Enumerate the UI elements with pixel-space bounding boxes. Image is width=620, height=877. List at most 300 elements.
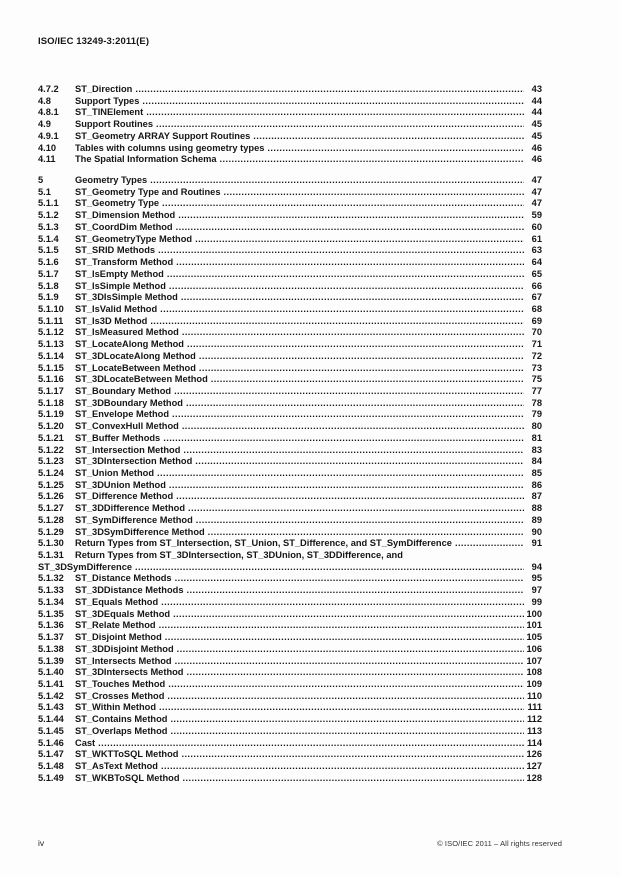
toc-entry <box>38 491 542 503</box>
toc-entry <box>38 222 542 234</box>
toc-leader-dots <box>142 96 524 108</box>
toc-entry-number: 5.1.22 <box>38 444 64 455</box>
toc-leader-dots <box>208 527 524 539</box>
toc-entry <box>38 175 542 187</box>
toc-entry-page: 65 <box>531 268 542 279</box>
toc-entry-page: 113 <box>527 725 542 736</box>
toc-entry-number: 5.1.47 <box>38 749 64 760</box>
toc-entry-number: 5.1.38 <box>38 643 64 654</box>
toc-entry-number: 5.1.14 <box>38 350 64 361</box>
toc-leader-dots <box>156 119 524 131</box>
toc-entry-title: ST_Overlaps Method <box>75 725 168 736</box>
toc-entry-page: 77 <box>531 385 542 396</box>
toc-entry-page: 91 <box>531 538 542 549</box>
toc-leader-dots <box>176 491 524 503</box>
toc-entry <box>38 281 542 293</box>
toc-entry-page: 60 <box>531 221 542 232</box>
toc-entry-title: The Spatial Information Schema <box>75 154 217 165</box>
toc-entry <box>38 761 542 773</box>
toc-entry-page: 63 <box>531 245 542 256</box>
toc-entry <box>38 585 542 597</box>
toc-entry <box>38 632 542 644</box>
toc-leader-dots <box>173 609 524 621</box>
toc-entry-page: 126 <box>526 749 542 760</box>
toc-entry-title: ST_WKBToSQL Method <box>75 772 180 783</box>
toc-entry-title: ST_Distance Methods <box>75 573 172 584</box>
toc-entry-title: Return Types from ST_3DIntersection, ST_3DUnion, ST_3DDifference, and <box>75 550 403 561</box>
toc-entry-page: 111 <box>527 702 542 713</box>
toc-entry-number: 5.1.40 <box>38 667 64 678</box>
toc-entry <box>38 691 542 703</box>
toc-entry-page: 79 <box>531 409 542 420</box>
toc-entry-title: ST_SymDifference Method <box>75 514 193 525</box>
toc-entry <box>38 456 542 468</box>
toc-entry-number: 5.1.33 <box>38 585 64 596</box>
toc-entry-number: 5.1.10 <box>38 303 64 314</box>
toc-entry <box>38 515 542 527</box>
toc-entry <box>38 187 542 199</box>
toc-entry <box>38 210 542 222</box>
toc-entry-page: 114 <box>527 737 542 748</box>
toc-entry-number: 5.1.17 <box>38 385 64 396</box>
page-header <box>38 36 149 47</box>
toc-entry <box>38 433 542 445</box>
toc-entry-number: 5.1.27 <box>38 503 64 514</box>
toc-leader-dots <box>165 632 524 644</box>
toc-entry <box>38 316 542 328</box>
toc-leader-dots <box>176 257 524 269</box>
toc-entry-title: Cast <box>75 737 96 748</box>
toc-leader-dots <box>150 175 524 187</box>
toc-entry <box>38 738 542 750</box>
toc-entry-title: ST_3DEquals Method <box>75 608 171 619</box>
toc-entry <box>38 245 542 257</box>
toc-entry-page: 47 <box>531 175 542 186</box>
toc-entry <box>38 550 542 562</box>
toc-entry-number: 5.1.7 <box>38 268 59 279</box>
toc-entry-title: ST_3DIntersection Method <box>75 456 193 467</box>
toc-entry <box>38 702 542 714</box>
toc-leader-dots <box>169 281 524 293</box>
page-number: iv <box>38 838 45 848</box>
toc-leader-dots <box>224 187 524 199</box>
toc-entry-number: 5.1.13 <box>38 339 64 350</box>
toc-leader-dots <box>183 773 525 785</box>
toc-entry <box>38 679 542 691</box>
toc-entry-page: 86 <box>531 479 542 490</box>
toc-entry-page: 112 <box>527 714 542 725</box>
toc-leader-dots <box>163 433 524 445</box>
toc-entry <box>38 644 542 656</box>
toc-entry-number: 4.9.1 <box>38 130 59 141</box>
toc-entry-page: 101 <box>526 620 542 631</box>
toc-entry-title: ST_WKTToSQL Method <box>75 749 179 760</box>
toc-entry-number: 5.1.32 <box>38 573 64 584</box>
toc-leader-dots <box>175 656 524 668</box>
document-id: ISO/IEC 13249-3:2011(E) <box>38 36 150 47</box>
toc-entry <box>38 351 542 363</box>
toc-entry-title: ST_TINElement <box>75 107 144 118</box>
toc-entry <box>38 143 542 155</box>
toc-leader-dots <box>169 480 524 492</box>
toc-entry-page: 61 <box>531 233 542 244</box>
toc-entry-title: ST_Buffer Methods <box>75 432 161 443</box>
toc-entry <box>38 131 542 143</box>
toc-entry-title: Tables with columns using geometry types <box>75 142 265 153</box>
toc-entry-number: 5.1.12 <box>38 327 64 338</box>
toc-leader-dots <box>187 585 525 597</box>
toc-entry <box>38 609 542 621</box>
toc-leader-dots <box>168 679 524 691</box>
toc-entry-page: 46 <box>531 142 542 153</box>
toc-leader-dots <box>177 644 524 656</box>
toc-entry-number: 5.1.2 <box>38 210 59 221</box>
toc-leader-dots <box>161 597 524 609</box>
toc-leader-dots <box>455 538 524 550</box>
toc-entry-number: 5.1.36 <box>38 620 64 631</box>
toc-leader-dots <box>183 445 524 457</box>
toc-entry-page: 81 <box>531 432 542 443</box>
toc-entry-number: 5.1.29 <box>38 526 64 537</box>
toc-entry-number: 5.1.19 <box>38 409 64 420</box>
toc-entry-page: 69 <box>531 315 542 326</box>
toc-entry <box>38 714 542 726</box>
toc-entry-page: 95 <box>531 573 542 584</box>
toc-entry-page: 71 <box>531 339 542 350</box>
toc-leader-dots <box>172 409 524 421</box>
toc-leader-dots <box>174 386 524 398</box>
toc-entry-number: 5.1.8 <box>38 280 59 291</box>
toc-entry <box>38 421 542 433</box>
toc-leader-dots <box>157 468 524 480</box>
toc-leader-dots <box>160 304 524 316</box>
toc-leader-dots <box>175 573 524 585</box>
toc-entry <box>38 327 542 339</box>
toc-entry-title: ST_Geometry ARRAY Support Routines <box>75 130 251 141</box>
toc-leader-dots <box>195 456 524 468</box>
toc-entry-number: 5.1 <box>38 186 51 197</box>
toc-entry-page: 70 <box>531 327 542 338</box>
toc-entry-page: 109 <box>526 678 542 689</box>
toc-entry-title: ST_Intersects Method <box>75 655 172 666</box>
toc-leader-dots <box>146 107 524 119</box>
toc-entry-title: Support Routines <box>75 119 153 130</box>
toc-entry-page: 97 <box>531 585 542 596</box>
toc-entry-title: ST_GeometryType Method <box>75 233 193 244</box>
toc-entry-title: ST_LocateAlong Method <box>75 339 184 350</box>
toc-entry <box>38 107 542 119</box>
toc-entry-number: 5.1.6 <box>38 257 59 268</box>
toc-entry-page: 128 <box>526 772 542 783</box>
toc-entry-number: 4.11 <box>38 154 56 165</box>
toc-entry-number: 5.1.44 <box>38 714 64 725</box>
toc-entry-title: ST_Contains Method <box>75 714 168 725</box>
toc-leader-dots <box>253 131 524 143</box>
page-footer <box>38 838 562 848</box>
toc-entry-page: 84 <box>531 456 542 467</box>
toc-entry <box>38 538 542 550</box>
toc-entry <box>38 409 542 421</box>
toc-entry-page: 47 <box>531 186 542 197</box>
toc-entry-page: 80 <box>531 421 542 432</box>
toc-entry-title: Geometry Types <box>75 175 148 186</box>
toc-leader-dots <box>199 363 524 375</box>
toc-entry <box>38 339 542 351</box>
toc-entry-title: ST_Difference Method <box>75 491 174 502</box>
toc-entry-page: 44 <box>531 95 542 106</box>
toc-entry-number: 5.1.31 <box>38 550 64 561</box>
toc-entry <box>38 304 542 316</box>
toc-entry-title: ST_3DLocateBetween Method <box>75 374 208 385</box>
toc-entry-page: 64 <box>531 257 542 268</box>
toc-entry-page: 44 <box>531 107 542 118</box>
toc-leader-dots <box>181 292 524 304</box>
toc-entry-title: ST_AsText Method <box>75 760 158 771</box>
toc-entry-page: 88 <box>531 503 542 514</box>
toc-entry-number: 5.1.41 <box>38 678 64 689</box>
toc-entry-page: 110 <box>527 690 542 701</box>
toc-leader-dots <box>170 726 524 738</box>
toc-entry-title: ST_Direction <box>75 84 133 94</box>
toc-entry-number: 5.1.35 <box>38 608 64 619</box>
toc-entry <box>38 480 542 492</box>
toc-leader-dots <box>181 749 524 761</box>
toc-entry-number: 4.8 <box>38 95 51 106</box>
toc-entry-title: ST_3DIsSimple Method <box>75 292 178 303</box>
toc-entry-number: 5.1.3 <box>38 221 59 232</box>
toc-entry <box>38 726 542 738</box>
toc-entry-number: 4.10 <box>38 142 57 153</box>
toc-leader-dots <box>199 351 524 363</box>
toc-leader-dots <box>182 421 524 433</box>
toc-entry-page: 46 <box>531 154 542 165</box>
toc-entry <box>38 154 542 166</box>
toc-entry-title: ST_Intersection Method <box>75 444 181 455</box>
toc-entry <box>38 620 542 632</box>
toc-entry-number: 5.1.24 <box>38 468 64 478</box>
toc-entry-number: 5.1.46 <box>38 737 64 748</box>
toc-entry-title: ST_Crosses Method <box>75 690 165 701</box>
toc-entry-title: ST_Envelope Method <box>75 409 170 420</box>
toc-entry-page: 85 <box>531 468 542 478</box>
toc-entry-page: 89 <box>531 514 542 525</box>
toc-entry-page: 83 <box>531 444 542 455</box>
toc-entry-page: 66 <box>531 280 542 291</box>
toc-entry-number: 5.1.39 <box>38 655 64 666</box>
toc-leader-dots <box>135 84 524 96</box>
toc-leader-dots <box>150 316 524 328</box>
toc-entry-page: 105 <box>526 632 542 643</box>
toc-leader-dots <box>188 503 524 515</box>
toc-entry-page: 47 <box>531 198 542 209</box>
toc-entry <box>38 656 542 668</box>
toc-entry-title: ST_ConvexHull Method <box>75 421 179 432</box>
toc-entry-number: 5.1.49 <box>38 772 64 783</box>
toc-entry-page: 59 <box>531 210 542 221</box>
toc-leader-dots <box>167 691 524 703</box>
toc-entry-number: 5.1.11 <box>38 315 64 326</box>
toc-entry-page: 100 <box>526 608 542 619</box>
toc-leader-dots <box>135 562 524 574</box>
toc-entry-number: 4.8.1 <box>38 107 59 118</box>
toc-entry-title: ST_Disjoint Method <box>75 632 162 643</box>
toc-entry-title: ST_3DUnion Method <box>75 479 166 490</box>
toc-leader-dots <box>220 154 524 166</box>
toc-entry <box>38 597 542 609</box>
toc-leader-dots <box>178 210 524 222</box>
toc-leader-dots <box>161 761 524 773</box>
toc-entry-title: ST_Transform Method <box>75 257 174 268</box>
toc-entry <box>38 84 542 96</box>
toc-entry-page: 43 <box>531 84 542 94</box>
toc-entry-page: 99 <box>531 596 542 607</box>
toc-entry-title: ST_Boundary Method <box>75 385 172 396</box>
toc-entry-page: 94 <box>531 561 542 572</box>
toc-leader-dots <box>186 398 524 410</box>
toc-entry-title: ST_3DDistance Methods <box>75 585 184 596</box>
toc-entry-title: ST_LocateBetween Method <box>75 362 196 373</box>
toc-entry <box>38 562 542 574</box>
toc-entry-title: ST_3DIntersects Method <box>75 667 184 678</box>
toc-entry <box>38 269 542 281</box>
toc-entry-page: 45 <box>531 119 542 130</box>
toc-leader-dots <box>158 245 524 257</box>
toc-entry-page: 127 <box>526 760 542 771</box>
toc-entry-number: 5.1.45 <box>38 725 64 736</box>
toc-entry-page: 106 <box>526 643 542 654</box>
toc-entry <box>38 527 542 539</box>
toc-leader-dots <box>176 222 524 234</box>
toc-leader-dots <box>159 702 524 714</box>
toc-entry-title: ST_Geometry Type <box>75 198 160 209</box>
toc-entry-number: 5.1.30 <box>38 538 64 549</box>
toc-leader-dots <box>182 327 524 339</box>
toc-leader-dots <box>187 339 524 351</box>
toc-entry-number: 5.1.42 <box>38 690 64 701</box>
toc-leader-dots <box>170 714 524 726</box>
toc-leader-dots <box>167 269 524 281</box>
toc-entry-number: 5.1.23 <box>38 456 64 467</box>
toc-entry <box>38 773 542 785</box>
toc-entry-number: 5.1.18 <box>38 397 64 408</box>
toc-entry-title: ST_Equals Method <box>75 596 159 607</box>
toc-leader-dots <box>159 620 524 632</box>
toc-entry-number: 5.1.20 <box>38 421 64 432</box>
toc-entry-page: 107 <box>526 655 542 666</box>
toc-leader-dots <box>211 374 524 386</box>
toc-entry-number: 5.1.5 <box>38 245 59 256</box>
toc-entry <box>38 503 542 515</box>
toc-entry <box>38 119 542 131</box>
toc-entry <box>38 667 542 679</box>
toc-entry <box>38 445 542 457</box>
toc-entry-title: ST_3DBoundary Method <box>75 397 183 408</box>
toc-entry-page: 72 <box>531 350 542 361</box>
toc-entry <box>38 573 542 585</box>
toc-entry <box>38 96 542 108</box>
toc-entry-title: ST_Is3D Method <box>75 315 148 326</box>
toc-entry-number: 4.9 <box>38 119 51 130</box>
toc-entry-title: Return Types from ST_Intersection, ST_Union, ST_Difference, and ST_SymDifference <box>75 538 452 549</box>
toc-entry-title: ST_Within Method <box>75 702 156 713</box>
toc-entry-page: 45 <box>531 130 542 141</box>
toc-entry <box>38 374 542 386</box>
toc-entry-page: 108 <box>526 667 542 678</box>
toc-entry-title: ST_Geometry Type and Routines <box>75 186 221 197</box>
toc-entry-number: 4.7.2 <box>38 84 59 94</box>
toc-entry <box>38 198 542 210</box>
toc-entry-number: 5.1.34 <box>38 596 64 607</box>
toc-entry-number: 5.1.4 <box>38 233 59 244</box>
toc-entry <box>38 292 542 304</box>
toc-entry-title: ST_IsEmpty Method <box>75 268 164 279</box>
toc-entry-title: ST_Touches Method <box>75 678 166 689</box>
toc-entry-number: 5 <box>38 175 44 186</box>
toc-block <box>38 175 542 784</box>
toc-entry-number: 5.1.26 <box>38 491 64 502</box>
toc-leader-dots <box>267 143 524 155</box>
toc-entry-number: 5.1.48 <box>38 760 64 771</box>
toc-entry-page: 87 <box>531 491 542 502</box>
toc-entry-page: 73 <box>531 362 542 373</box>
toc-entry <box>38 398 542 410</box>
toc-entry <box>38 257 542 269</box>
toc-entry-title: ST_3DSymDifference <box>38 561 133 572</box>
copyright-notice: © ISO/IEC 2011 – All rights reserved <box>437 839 562 848</box>
toc-block <box>38 84 542 166</box>
toc-entry-title: ST_3DDifference Method <box>75 503 186 514</box>
toc-entry-title: ST_Union Method <box>75 468 155 478</box>
toc-entry <box>38 386 542 398</box>
toc-entry <box>38 468 542 480</box>
toc-entry-number: 5.1.21 <box>38 432 64 443</box>
toc-entry-number: 5.1.15 <box>38 362 64 373</box>
toc-entry <box>38 363 542 375</box>
toc-entry <box>38 234 542 246</box>
toc-entry-title: ST_3DDisjoint Method <box>75 643 174 654</box>
toc-entry-page: 90 <box>531 526 542 537</box>
toc-entry-number: 5.1.37 <box>38 632 64 643</box>
toc-entry-page: 68 <box>531 303 542 314</box>
toc-entry-page: 75 <box>531 374 542 385</box>
toc-leader-dots <box>98 738 524 750</box>
toc-entry-number: 5.1.1 <box>38 198 59 209</box>
toc-entry-number: 5.1.16 <box>38 374 64 385</box>
toc-entry-title: ST_IsValid Method <box>75 303 158 314</box>
toc-leader-dots <box>196 515 524 527</box>
toc-entry-number: 5.1.9 <box>38 292 59 303</box>
toc-entry-title: ST_IsSimple Method <box>75 280 166 291</box>
toc-entry <box>38 749 542 761</box>
toc-entry-title: ST_Dimension Method <box>75 210 176 221</box>
toc-entry-page: 67 <box>531 292 542 303</box>
toc-entry-number: 5.1.25 <box>38 479 64 490</box>
toc-entry-title: ST_Relate Method <box>75 620 156 631</box>
toc-entry-title: ST_IsMeasured Method <box>75 327 179 338</box>
toc-entry-number: 5.1.28 <box>38 514 64 525</box>
toc-entry-title: ST_SRID Methods <box>75 245 156 256</box>
toc-entry-number: 5.1.43 <box>38 702 64 713</box>
toc-entry-page: 78 <box>531 397 542 408</box>
table-of-contents <box>38 84 542 784</box>
toc-leader-dots <box>195 234 524 246</box>
toc-leader-dots <box>187 667 525 679</box>
toc-entry-title: ST_3DLocateAlong Method <box>75 350 196 361</box>
toc-entry-title: ST_CoordDim Method <box>75 221 173 232</box>
toc-leader-dots <box>162 198 524 210</box>
toc-entry-title: Support Types <box>75 95 140 106</box>
toc-entry-title: ST_3DSymDifference Method <box>75 526 205 537</box>
